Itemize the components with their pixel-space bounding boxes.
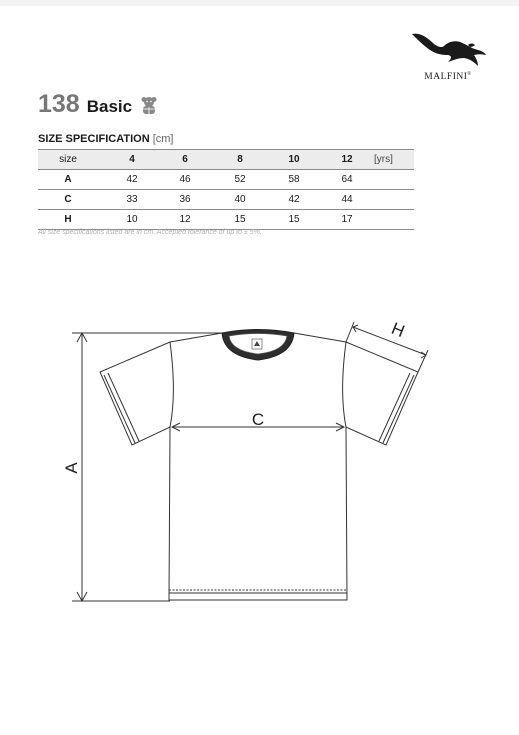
sizes-unit: [yrs]: [374, 154, 393, 165]
row-label: H: [64, 214, 72, 225]
dimension-label-h: H: [388, 318, 408, 342]
tolerance-note: All size specifications listed are in cm. Accepted tolerance of up to ± 5%.: [38, 229, 262, 236]
dimension-label-c: C: [251, 410, 265, 429]
brand-wordmark: MALFINI®: [424, 72, 472, 83]
size-4: 4: [129, 154, 135, 165]
size-table: [38, 149, 414, 230]
table-row: [38, 169, 414, 189]
table-cell: 52: [234, 174, 246, 185]
table-cell: 42: [126, 174, 138, 185]
table-row: [38, 189, 414, 209]
tshirt-outline: [100, 333, 418, 600]
spec-unit: [cm]: [152, 133, 174, 145]
row-label: A: [64, 174, 72, 185]
size-6: 6: [182, 154, 188, 165]
product-number: 138: [38, 90, 80, 118]
dimension-label-a: A: [62, 462, 81, 474]
table-cell: 42: [288, 194, 300, 205]
table-header-row: [38, 149, 414, 169]
table-cell: 58: [288, 174, 300, 185]
size-10: 10: [288, 154, 300, 165]
table-cell: 17: [341, 214, 353, 225]
row-label: C: [64, 194, 72, 205]
header-label: size: [59, 154, 77, 165]
table-cell: 33: [126, 194, 138, 205]
tshirt-measurement-diagram: [0, 300, 519, 620]
table-cell: 10: [126, 214, 138, 225]
spec-heading: SIZE SPECIFICATION [cm]: [38, 133, 174, 145]
product-name: Basic: [86, 97, 133, 116]
size-8: 8: [237, 154, 243, 165]
product-title: [38, 90, 132, 120]
table-cell: 44: [341, 194, 353, 205]
eagle-logo-icon: [408, 28, 488, 70]
table-cell: 46: [179, 174, 191, 185]
table-cell: 40: [234, 194, 246, 205]
table-row: [38, 209, 414, 230]
brand-logo: [408, 28, 488, 84]
size-12: 12: [341, 154, 353, 165]
kids-teddy-icon: [140, 96, 158, 116]
table-cell: 15: [234, 214, 246, 225]
dimension-a: [72, 333, 222, 601]
table-cell: 15: [288, 214, 300, 225]
table-cell: 64: [341, 174, 353, 185]
table-cell: 36: [179, 194, 191, 205]
table-cell: 12: [179, 214, 191, 225]
top-bar: [0, 0, 519, 6]
